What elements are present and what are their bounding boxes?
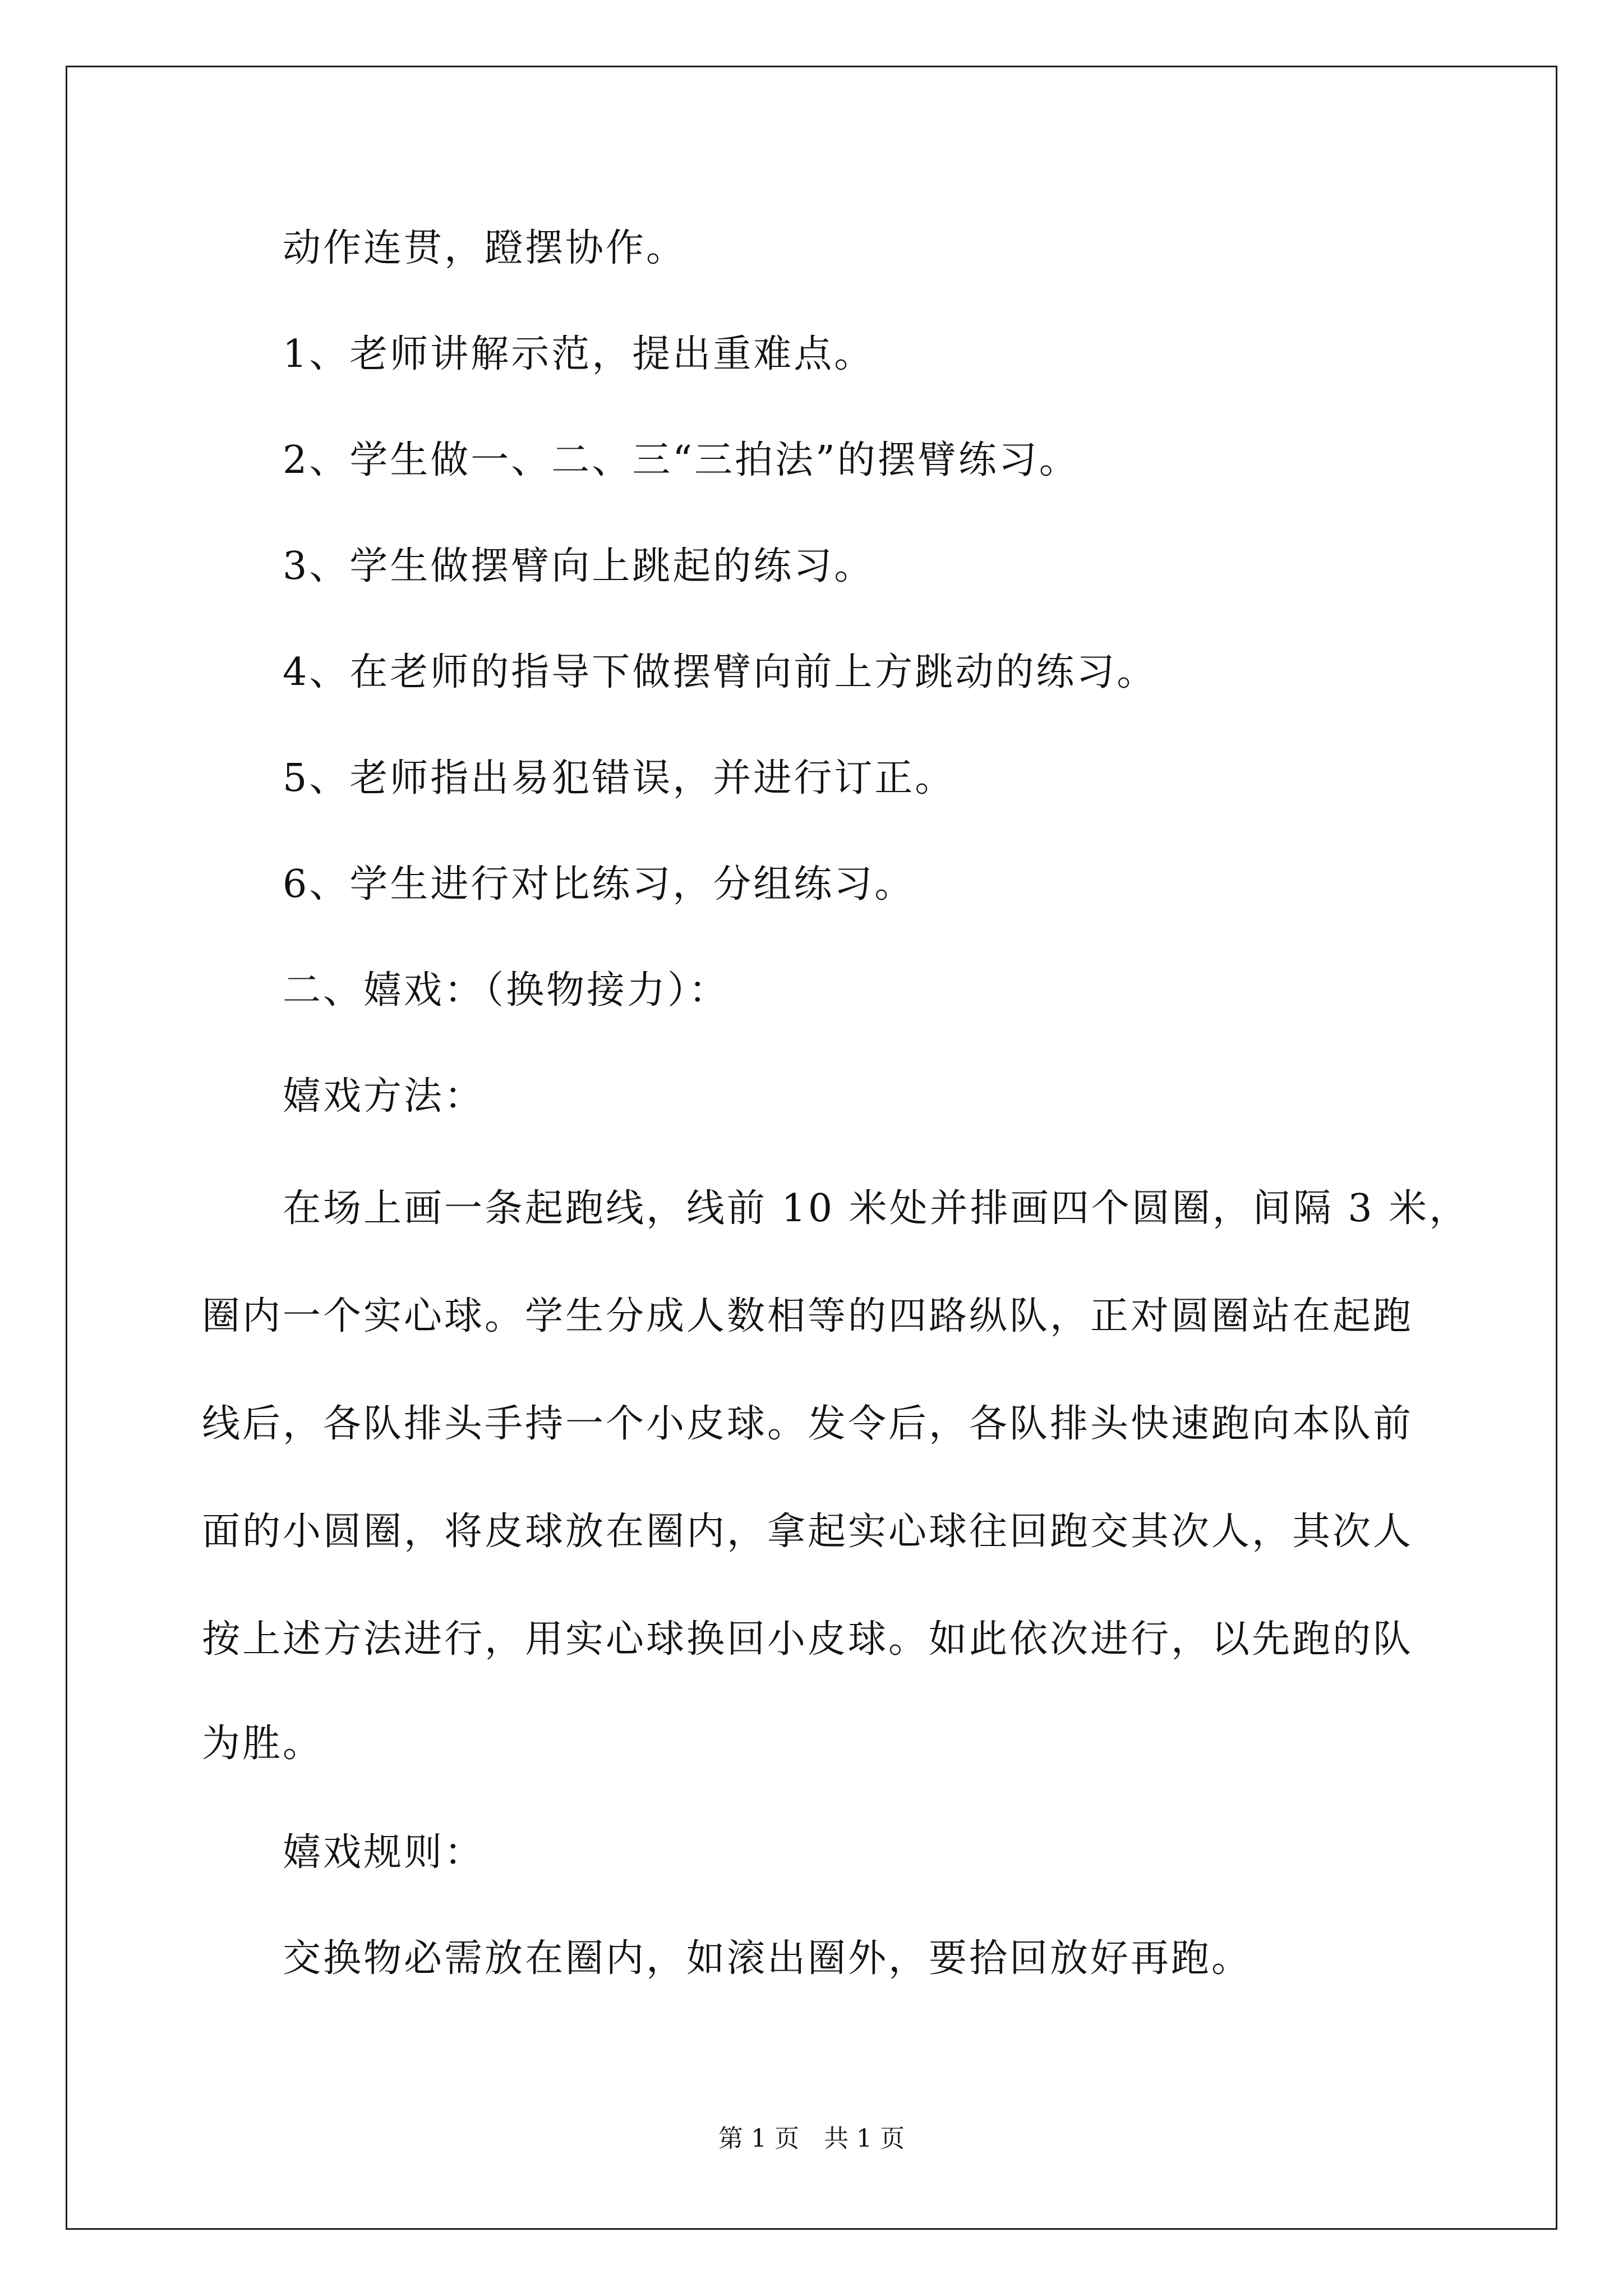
paragraph: 3、学生做摆臂向上跳起的练习。 [283,544,875,588]
method-line: 面的小圆圈，将皮球放在圈内，拿起实心球往回跑交其次人，其次人 [202,1510,1414,1554]
subsection-heading: 嬉戏方法： [283,1074,485,1119]
paragraph: 6、学生进行对比练习，分组练习。 [283,862,915,907]
paragraph: 5、老师指出易犯错误，并进行订正。 [283,756,956,800]
paragraph: 动作连贯，蹬摆协作。 [283,226,687,270]
method-line: 为胜。 [202,1722,324,1766]
page-border [66,66,1557,2230]
method-line: 圈内一个实心球。学生分成人数相等的四路纵队，正对圆圈站在起跑 [202,1294,1414,1338]
method-line: 在场上画一条起跑线，线前 10 米处并排画四个圆圈，间隔 3 米， [283,1186,1470,1231]
paragraph: 1、老师讲解示范，提出重难点。 [283,332,875,376]
subsection-heading: 嬉戏规则： [283,1830,485,1875]
paragraph: 4、在老师的指导下做摆臂向前上方跳动的练习。 [283,650,1158,694]
paragraph: 2、学生做一、二、三“三拍法”的摆臂练习。 [283,438,1080,482]
page-number-footer: 第 1 页 共 1 页 [718,2124,905,2153]
method-line: 按上述方法进行，用实心球换回小皮球。如此依次进行，以先跑的队 [202,1617,1414,1662]
paragraph: 交换物必需放在圈内，如滚出圈外，要拾回放好再跑。 [283,1936,1252,1981]
section-heading: 二、嬉戏：（换物接力）： [283,968,730,1013]
method-line: 线后，各队排头手持一个小皮球。发令后，各队排头快速跑向本队前 [202,1402,1414,1446]
